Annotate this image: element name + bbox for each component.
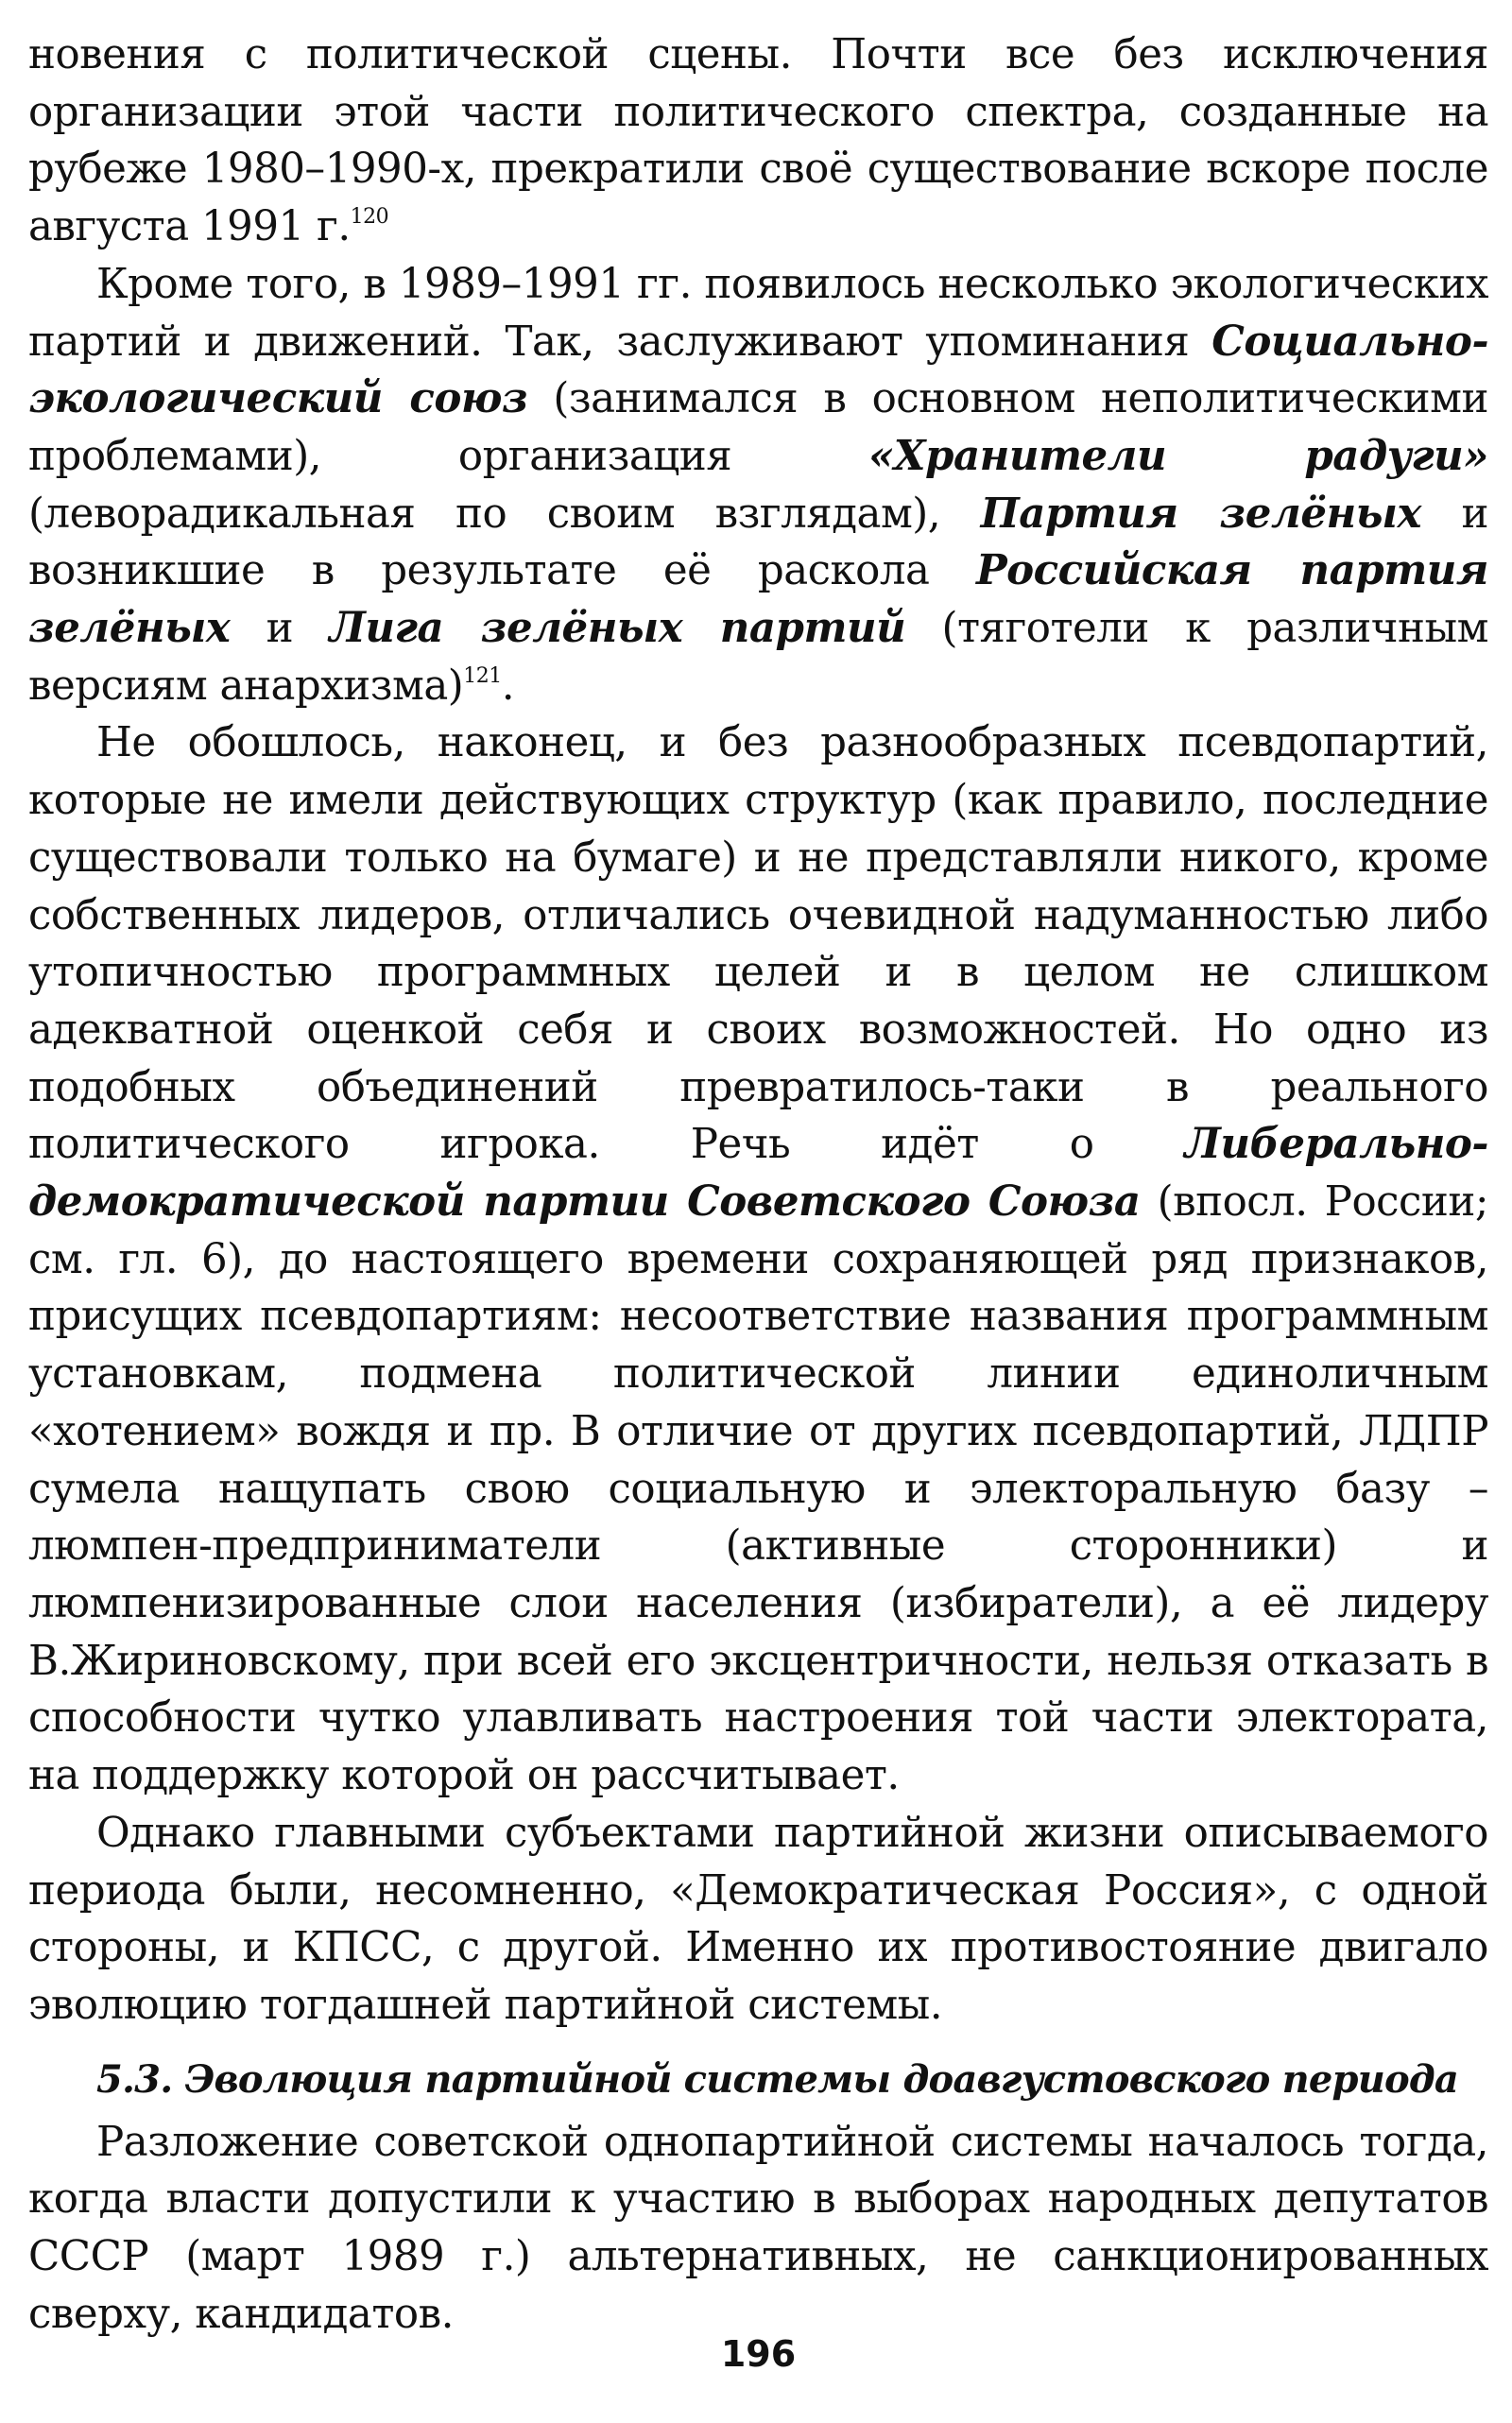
body-text (28, 26, 1488, 2343)
emphasized-party-name: «Хранители радуги» (868, 431, 1488, 480)
paragraph-text: и (230, 605, 330, 653)
emphasized-party-name: Социально-экологический союз (28, 317, 1488, 423)
footnote-marker: 120 (350, 205, 389, 230)
paragraph-text: Однако главными субъектами партийной жизни описываемого периода были, несомненно, «Демократическая Россия», с одной стороны, и КПСС, с другой. Именно их противостояние двигало эволюцию тогдашней партийной системы. (28, 1809, 1488, 2029)
paragraph-ecological-parties (28, 256, 1488, 715)
emphasized-party-name: Российская партия зелёных (28, 546, 1488, 653)
footnote-marker: 121 (463, 663, 502, 688)
emphasized-party-name: Лига зелёных партий (329, 604, 906, 653)
paragraph-text: . (501, 662, 515, 710)
paragraph-pseudoparties (28, 714, 1488, 1804)
emphasized-party-name: Партия зелёных (980, 489, 1421, 538)
paragraph-text: Не обошлось, наконец, и без разнообразных псевдопартий, которые не имели действующих структур (как правило, последние существовали только на бумаге) и не представляли никого, кроме собственных лидеров, отличались очевидной надуманностью либо утопичностью программных целей и в целом не слишком адекватной оценкой себя и своих возможностей. Но одно из подобных объединений превратилось-таки в реального политического игрока. Речь идёт о (28, 719, 1488, 1169)
paragraph-text: (занимался в основном неполитическими проблемами), организация (28, 375, 1488, 480)
paragraph-main-subjects (28, 1805, 1488, 2035)
paragraph-text: Кроме того, в 1989–1991 гг. появилось несколько экологических партий и движений. Так, заслуживают упоминания (28, 260, 1488, 366)
paragraph-text: и возникшие в результате её раскола (28, 490, 1488, 595)
paragraph-text: (тяготели к различным версиям анархизма) (28, 605, 1488, 710)
emphasized-party-name: Либерально-демократической партии Советского Союза (28, 1120, 1488, 1227)
paragraph-text: (леворадикальная по своим взглядам), (28, 490, 981, 538)
book-page (28, 0, 1488, 2423)
paragraph-section-start (28, 2114, 1488, 2344)
section-heading: 5.3. Эволюция партийной системы доавгустовского периода (96, 2056, 1458, 2102)
paragraph-text: Разложение советской однопартийной системы началось тогда, когда власти допустили к участию в выборах народных депутатов СССР (март 1989 г.) альтернативных, не санкционированных сверху, кандидатов. (28, 2118, 1488, 2338)
paragraph-text: новения с политической сцены. Почти все без исключения организации этой части политического спектра, созданные на рубеже 1980–1990-х, прекратили своё существование вскоре после августа 1991 г. (28, 31, 1488, 251)
paragraph-text: (впосл. России; см. гл. 6), до настоящего времени сохраняющей ряд признаков, присущих псевдопартиям: несоответствие названия программным установкам, подмена политической линии единоличным «хотением» вождя и пр. В отличие от других псевдопартий, ЛДПР сумела нащупать свою социальную и электоральную базу – люмпен-предприниматели (активные сторонники) и люмпенизированные слои населения (избиратели), а её лидеру В.Жириновскому, при всей его эксцентричности, нельзя отказать в способности чутко улавливать настроения той части электората, на поддержку которой он рассчитывает. (28, 1178, 1488, 1800)
paragraph-continuation (28, 26, 1488, 256)
page-number: 196 (720, 2333, 797, 2375)
